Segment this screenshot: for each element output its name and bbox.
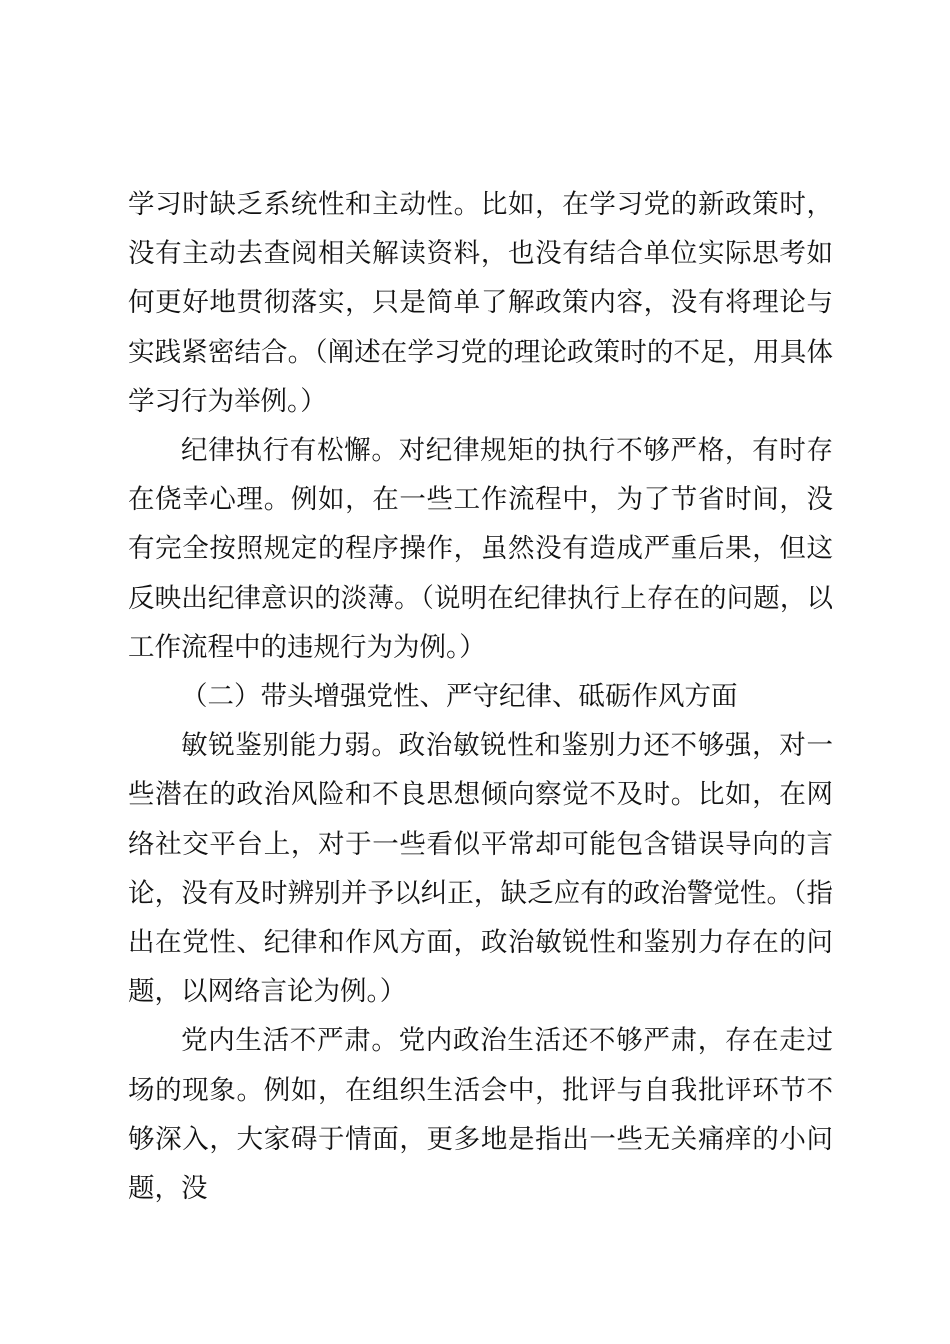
- paragraph-discipline-execution: 纪律执行有松懈。对纪律规矩的执行不够严格，有时存在侥幸心理。例如，在一些工作流程中，为了节省时间，没有完全按照规定的程序操作，虽然没有造成严重后果，但这反映出纪律意识的淡薄。（说明在纪律执行上存在的问题，以工作流程中的违规行为为例。）: [128, 435, 833, 663]
- paragraph-study-shortcoming: 学习时缺乏系统性和主动性。比如，在学习党的新政策时，没有主动去查阅相关解读资料，也没有结合单位实际思考如何更好地贯彻落实，只是简单了解政策内容，没有将理论与实践紧密结合。（阐述在学习党的理论政策时的不足，用具体学习行为举例。）: [128, 189, 833, 417]
- section-heading-two: （二）带头增强党性、严守纪律、砥砺作风方面: [181, 681, 738, 713]
- paragraph-political-sensitivity: 敏锐鉴别能力弱。政治敏锐性和鉴别力还不够强，对一些潜在的政治风险和不良思想倾向察觉不及时。比如，在网络社交平台上，对于一些看似平常却可能包含错误导向的言论，没有及时辨别并予以纠正，缺乏应有的政治警觉性。（指出在党性、纪律和作风方面，政治敏锐性和鉴别力存在的问题，以网络言论为例。）: [128, 730, 833, 1008]
- document-body: [128, 180, 833, 1213]
- paragraph-party-life: 党内生活不严肃。党内政治生活还不够严肃，存在走过场的现象。例如，在组织生活会中，批评与自我批评环节不够深入，大家碍于情面，更多地是指出一些无关痛痒的小问题，没: [128, 1025, 833, 1205]
